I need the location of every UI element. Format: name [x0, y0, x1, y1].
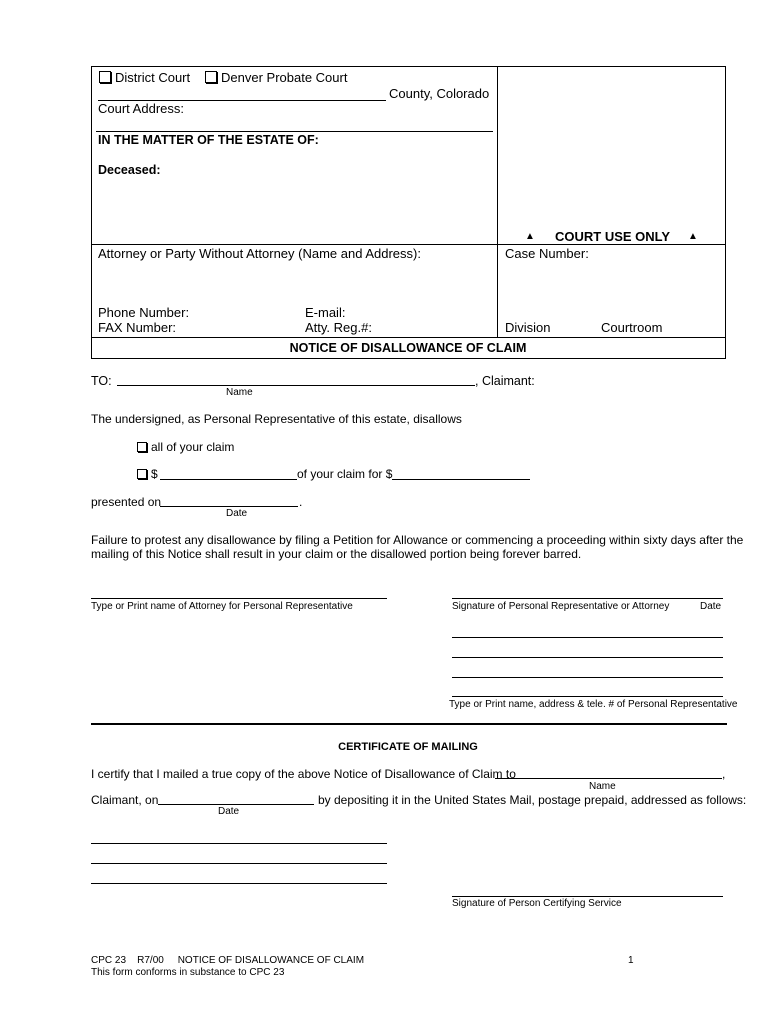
all-claim-label: all of your claim: [151, 440, 235, 454]
certify-text: I certify that I mailed a true copy of the above Notice of Disallowance of Claim to: [91, 767, 516, 781]
footer-form-id: CPC 23 R7/00 NOTICE OF DISALLOWANCE OF CLAIM: [91, 955, 365, 966]
failure-text-line2: mailing of this Notice shall result in your claim or the disallowed portion being forever barred.: [91, 547, 582, 561]
presented-date-line[interactable]: [160, 506, 298, 507]
caption-h-divider-title: [91, 337, 725, 338]
footer-conforms: This form conforms in substance to CPC 23: [91, 967, 285, 978]
certifier-signature-caption: Signature of Person Certifying Service: [452, 898, 622, 909]
email-label: E-mail:: [305, 305, 346, 320]
arrow-up-right-icon: ▲: [688, 231, 698, 242]
certificate-title: CERTIFICATE OF MAILING: [338, 741, 478, 753]
dollar-label: $: [151, 467, 158, 481]
arrow-up-left-icon: ▲: [525, 231, 535, 242]
all-claim-option[interactable]: [137, 440, 234, 454]
atty-reg-label: Atty. Reg.#:: [305, 320, 372, 335]
form-title: NOTICE OF DISALLOWANCE OF CLAIM: [289, 341, 527, 355]
probate-court-label: Denver Probate Court: [221, 70, 348, 85]
pr-info-line-4[interactable]: [452, 696, 723, 697]
district-court-checkbox[interactable]: [99, 71, 111, 83]
case-number-label: Case Number:: [505, 246, 589, 261]
probate-court-option[interactable]: [205, 70, 347, 85]
partial-claim-checkbox[interactable]: [137, 469, 147, 479]
claimant-label: , Claimant:: [475, 374, 535, 388]
court-address-label: Court Address:: [98, 101, 184, 116]
claimant-on-label: Claimant, on: [91, 793, 159, 807]
presented-on-label: presented on: [91, 495, 162, 509]
court-use-only-label: COURT USE ONLY: [555, 229, 671, 244]
court-address-line[interactable]: [96, 131, 493, 132]
certifier-signature-line[interactable]: [452, 896, 723, 897]
section-divider: [91, 723, 727, 725]
by-depositing-text: by depositing it in the United States Mail, postage prepaid, addressed as follows:: [318, 793, 747, 807]
pr-info-line-3[interactable]: [452, 677, 723, 678]
certificate-name-line[interactable]: [495, 778, 722, 779]
address-line-1[interactable]: [91, 843, 387, 844]
certificate-comma: ,: [722, 767, 726, 781]
attorney-party-label: Attorney or Party Without Attorney (Name and Address):: [98, 246, 421, 261]
caption-h-divider-attorney: [91, 244, 725, 245]
pr-info-caption: Type or Print name, address & tele. # of Personal Representative: [449, 699, 738, 710]
caption-vertical-divider: [497, 66, 498, 338]
undersigned-text: The undersigned, as Personal Representative of this estate, disallows: [91, 412, 462, 426]
fax-label: FAX Number:: [98, 320, 177, 335]
pr-info-line-1[interactable]: [452, 637, 723, 638]
attorney-name-line[interactable]: [91, 598, 387, 599]
pr-info-line-2[interactable]: [452, 657, 723, 658]
disallowed-amount-line[interactable]: [160, 479, 297, 480]
probate-court-checkbox[interactable]: [205, 71, 217, 83]
mailing-date-caption: Date: [218, 806, 240, 817]
footer-page-number: 1: [628, 955, 634, 966]
courtroom-label: Courtroom: [601, 320, 663, 335]
phone-label: Phone Number:: [98, 305, 190, 320]
date-caption: Date: [226, 508, 248, 519]
address-line-3[interactable]: [91, 883, 387, 884]
presented-period: .: [299, 495, 303, 509]
all-claim-checkbox[interactable]: [137, 442, 147, 452]
pr-signature-caption: Signature of Personal Representative or Attorney: [452, 601, 670, 612]
failure-text-line1: Failure to protest any disallowance by filing a Petition for Allowance or commencing a proceeding within sixty days after the: [91, 533, 744, 547]
division-label: Division: [505, 320, 551, 335]
pr-signature-line[interactable]: [452, 598, 723, 599]
claimant-name-line[interactable]: [117, 385, 475, 386]
mailing-date-line[interactable]: [158, 804, 314, 805]
to-label: TO:: [91, 374, 112, 388]
estate-of-heading: IN THE MATTER OF THE ESTATE OF:: [98, 133, 319, 147]
address-line-2[interactable]: [91, 863, 387, 864]
claim-amount-line[interactable]: [392, 479, 530, 480]
partial-claim-option[interactable]: [137, 467, 158, 481]
pr-signature-date-caption: Date: [700, 601, 722, 612]
certificate-name-caption: Name: [589, 781, 616, 792]
deceased-label: Deceased:: [98, 163, 161, 177]
district-court-label: District Court: [115, 70, 191, 85]
name-caption: Name: [226, 387, 253, 398]
county-label: County, Colorado: [389, 86, 490, 101]
of-claim-for-label: of your claim for $: [297, 467, 393, 481]
district-court-option[interactable]: [99, 70, 190, 85]
attorney-name-caption: Type or Print name of Attorney for Personal Representative: [91, 601, 353, 612]
